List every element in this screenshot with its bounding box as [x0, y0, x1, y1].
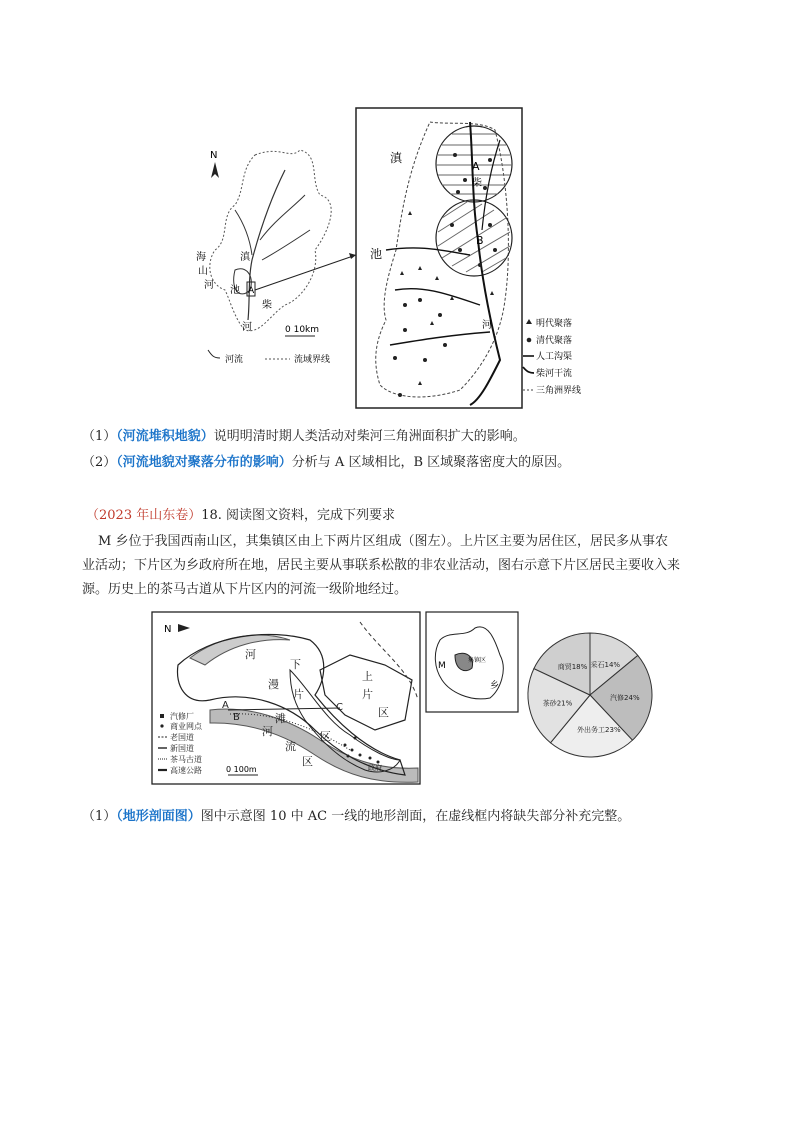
legend-label: 汽修厂 [170, 712, 194, 721]
circle-b-label: B [476, 234, 484, 247]
question-title: 18. 阅读图文资料，完成下列要求 [201, 508, 396, 523]
pie-label: 外出务工23% [577, 726, 621, 735]
small-watershed-map [196, 150, 331, 365]
delta-detail-map [356, 108, 581, 408]
map-label: 海 [196, 252, 206, 263]
map-label: 柴 [262, 300, 272, 311]
circle-a-text: 柴 [472, 178, 482, 189]
svg-text:B: B [233, 712, 240, 723]
legend-river-label: 河流 [225, 355, 244, 365]
pie-label: 商贸18% [557, 663, 588, 672]
small-river-branch [235, 210, 252, 255]
question-text: 分析与 A 区域相比，B 区域聚落密度大的原因。 [291, 455, 571, 470]
svg-text:片: 片 [362, 688, 373, 701]
svg-text:A: A [222, 700, 229, 711]
connector-arrow-icon [349, 253, 356, 259]
map-label: 滇 [240, 252, 250, 263]
paragraph-line: M 乡位于我国西南山区，其集镇区由上下两片区组成（图左）。上片区主要为居住区，居民多从事农 [98, 534, 668, 549]
pie-label: 茶砂21% [542, 699, 573, 708]
question-2 [82, 454, 570, 472]
north-label: N [164, 624, 172, 635]
question-tag: （河流地貌对聚落分布的影响） [116, 455, 292, 470]
map-label: 河 [204, 280, 214, 291]
question-text: 说明明清时期人类活动对柴河三角洲面积扩大的影响。 [213, 429, 526, 444]
legend-label: 人工沟渠 [536, 352, 573, 362]
north-arrow-icon [211, 162, 219, 178]
legend-label: 商业网点 [170, 722, 202, 731]
svg-text:区: 区 [302, 755, 313, 768]
connector-line [255, 255, 356, 290]
paragraph-line: 源。历史上的茶马古道从下片区内的河流一级阶地经过。 [82, 582, 408, 597]
svg-text:区: 区 [320, 730, 331, 743]
small-river-branch [262, 230, 310, 260]
map-label: 河 [482, 320, 492, 331]
inset-m-label: M [438, 661, 446, 671]
map-label: 河 [242, 322, 252, 333]
legend-mainriver-icon [523, 367, 534, 373]
svg-text:流: 流 [285, 740, 296, 753]
exam-source: （2023 年山东卷） [86, 508, 202, 523]
paragraph-line: 业活动；下片区为乡政府所在地，居民主要从事联系松散的非农业活动，图右示意下片区居民主要收入来 [82, 558, 681, 573]
svg-text:滩: 滩 [275, 712, 286, 725]
pie-label: 汽修24% [610, 694, 640, 703]
svg-text:河: 河 [262, 725, 273, 738]
north-label: N [210, 150, 218, 161]
legend-label: 清代聚落 [536, 336, 573, 346]
question-text: 图中示意图 10 中 AC 一线的地形剖面，在虚线框内将缺失部分补充完整。 [200, 809, 631, 824]
section-2-heading [86, 507, 395, 525]
legend-label: 明代聚落 [536, 319, 573, 329]
legend-label: 茶马古道 [170, 755, 202, 764]
svg-text:河: 河 [245, 648, 256, 661]
circle-a-label: A [472, 160, 480, 173]
inset-town-label: 集镇区 [468, 657, 487, 664]
income-pie-chart [528, 633, 652, 757]
inset-xiang-label: 乡 [490, 681, 500, 691]
legend-label: 老国道 [170, 733, 194, 742]
legend-river-icon [208, 350, 220, 358]
svg-text:片: 片 [293, 688, 304, 701]
scale-label: 0 10km [285, 325, 320, 335]
pie-label: 采石14% [590, 661, 621, 670]
legend-boundary-label: 流域界线 [294, 355, 331, 365]
small-river-main [248, 170, 285, 320]
figure-2-map [150, 610, 660, 790]
question-tag: （地形剖面图） [116, 809, 201, 824]
question-number: （2） [82, 455, 117, 470]
question-number: （1） [82, 429, 117, 444]
map-label: 滇 [390, 151, 403, 165]
svg-text:C: C [336, 702, 343, 713]
map-label: 山 [198, 266, 208, 277]
svg-text:漫: 漫 [268, 678, 279, 691]
legend-label: 新国道 [170, 744, 194, 753]
legend-qing-icon [527, 338, 532, 343]
question-3 [82, 808, 630, 826]
scale-label: 0 100m [226, 765, 257, 774]
question-number: （1） [82, 809, 117, 824]
question-tag: （河流堆积地貌） [116, 429, 214, 444]
legend-label: 柴河干流 [536, 369, 573, 379]
figure-1-map [190, 100, 630, 415]
svg-text:上: 上 [362, 670, 373, 683]
map-label: 池 [370, 247, 383, 261]
svg-text:下: 下 [290, 658, 301, 671]
svg-text:区: 区 [378, 706, 389, 719]
question-1 [82, 428, 526, 446]
svg-text:政府: 政府 [368, 764, 382, 772]
legend-ming-icon [526, 319, 532, 324]
small-river-branch [260, 195, 305, 240]
legend-label: 三角洲界线 [536, 386, 582, 396]
legend-label: 高速公路 [170, 766, 202, 775]
map-label: 池 [230, 285, 240, 296]
point-label: A [248, 286, 255, 296]
